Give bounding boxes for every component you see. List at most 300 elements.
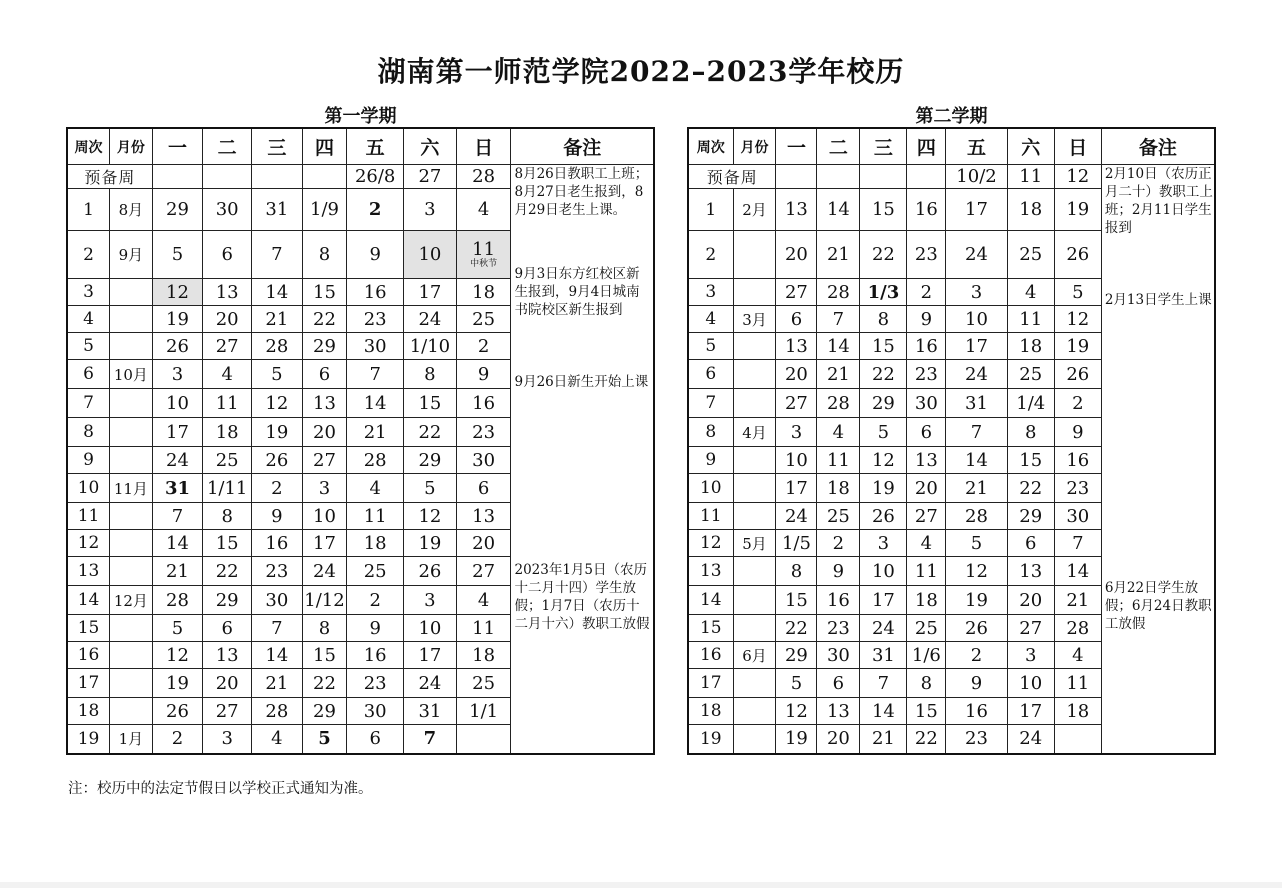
day-cell: 28: [152, 586, 203, 615]
week-number: 1: [67, 189, 110, 231]
day-cell: 29: [152, 189, 203, 231]
day-cell: 16: [907, 189, 946, 231]
week-number: 19: [67, 725, 110, 754]
day-cell: 30: [347, 333, 404, 360]
week-number: 5: [67, 333, 110, 360]
day-cell: 7: [252, 231, 303, 279]
day-cell: 21: [347, 418, 404, 447]
day-cell: [776, 165, 817, 189]
month-label: [110, 615, 153, 642]
day-cell: 13: [776, 333, 817, 360]
day-cell: 28: [817, 389, 860, 418]
day-cell: 23: [456, 418, 511, 447]
day-cell: 11: [1007, 165, 1054, 189]
day-cell: 20: [776, 231, 817, 279]
day-cell: 5: [860, 418, 907, 447]
day-cell: 27: [776, 389, 817, 418]
day-cell: 11: [1007, 306, 1054, 333]
day-cell: 23: [817, 615, 860, 642]
day-cell: [456, 725, 511, 754]
day-cell: 6: [203, 231, 252, 279]
day-cell: 22: [776, 615, 817, 642]
day-cell: 24: [776, 503, 817, 530]
day-cell: 23: [1054, 474, 1101, 503]
day-cell: 12: [252, 389, 303, 418]
day-cell: 17: [776, 474, 817, 503]
day-cell: 15: [1007, 447, 1054, 474]
day-cell: 14: [347, 389, 404, 418]
prep-week-label: 预备周: [688, 165, 776, 189]
day-cell: 17: [1007, 698, 1054, 725]
day-cell: 5: [404, 474, 457, 503]
day-cell: 11: [456, 615, 511, 642]
day-cell: 2: [347, 586, 404, 615]
month-label: [733, 557, 776, 586]
festival-label: 中秋节: [470, 258, 498, 269]
day-cell: 13: [907, 447, 946, 474]
day-cell: 19: [1054, 189, 1101, 231]
day-cell: [203, 165, 252, 189]
week-number: 3: [67, 279, 110, 306]
day-cell: 4: [1007, 279, 1054, 306]
day-cell: 16: [347, 642, 404, 669]
week-number: 5: [688, 333, 733, 360]
day-cell: 2: [252, 474, 303, 503]
day-cell: 22: [1007, 474, 1054, 503]
month-label: [733, 360, 776, 389]
day-cell: 1/4: [1007, 389, 1054, 418]
week-number: 13: [67, 557, 110, 586]
month-label: [733, 698, 776, 725]
day-cell: 5: [776, 669, 817, 698]
day-cell: 28: [252, 333, 303, 360]
day-cell: 10: [860, 557, 907, 586]
day-cell: 12: [404, 503, 457, 530]
day-cell: 30: [252, 586, 303, 615]
day-cell: 18: [347, 530, 404, 557]
day-cell: 31: [252, 189, 303, 231]
day-cell: 8: [203, 503, 252, 530]
day-cell: 13: [1007, 557, 1054, 586]
day-cell: 6: [456, 474, 511, 503]
day-cell: 21: [817, 231, 860, 279]
day-cell: 21: [252, 306, 303, 333]
note-entry: 6月22日学生放假；6月24日教职工放假: [1104, 580, 1212, 632]
day-number: 11: [472, 238, 496, 260]
day-cell: 18: [456, 279, 511, 306]
day-cell: 1/6: [907, 642, 946, 669]
day-cell: 1/9: [302, 189, 347, 231]
day-cell: 7: [1054, 530, 1101, 557]
day-cell: [302, 165, 347, 189]
day-cell: 22: [404, 418, 457, 447]
week-number: 18: [67, 698, 110, 725]
day-cell: 9: [347, 231, 404, 279]
week-number: 4: [688, 306, 733, 333]
day-cell: 20: [1007, 586, 1054, 615]
day-cell: 24: [946, 231, 1007, 279]
day-cell: 2: [817, 530, 860, 557]
day-cell: 20: [456, 530, 511, 557]
week-number: 2: [67, 231, 110, 279]
month-label: [733, 586, 776, 615]
day-cell: 16: [456, 389, 511, 418]
day-cell: 27: [1007, 615, 1054, 642]
day-cell: 25: [203, 447, 252, 474]
day-cell: 18: [1007, 333, 1054, 360]
month-label: 12月: [110, 586, 153, 615]
day-cell: 12: [946, 557, 1007, 586]
day-cell: 10: [776, 447, 817, 474]
month-label: [110, 557, 153, 586]
day-cell: 13: [817, 698, 860, 725]
week-number: 16: [688, 642, 733, 669]
day-cell: 16: [252, 530, 303, 557]
day-cell: 21: [860, 725, 907, 754]
month-label: [733, 389, 776, 418]
day-cell: 26: [946, 615, 1007, 642]
day-cell: 26: [152, 333, 203, 360]
month-label: 2月: [733, 189, 776, 231]
day-cell: 8: [404, 360, 457, 389]
day-cell: [817, 165, 860, 189]
day-cell: 21: [1054, 586, 1101, 615]
month-label: [733, 474, 776, 503]
day-cell: 1/11: [203, 474, 252, 503]
day-cell: 4: [817, 418, 860, 447]
day-cell: 20: [302, 418, 347, 447]
day-cell: [860, 165, 907, 189]
day-cell: 15: [203, 530, 252, 557]
day-cell: 5: [252, 360, 303, 389]
month-label: [110, 389, 153, 418]
day-cell: 10/2: [946, 165, 1007, 189]
month-label: 10月: [110, 360, 153, 389]
day-cell: 19: [252, 418, 303, 447]
day-cell: 10: [302, 503, 347, 530]
month-label: [110, 333, 153, 360]
day-cell: 28: [1054, 615, 1101, 642]
month-label: [110, 418, 153, 447]
day-cell: 24: [1007, 725, 1054, 754]
header-notes: 备注: [1101, 128, 1215, 165]
header-week: 周次: [688, 128, 733, 165]
day-cell: 4: [1054, 642, 1101, 669]
day-cell: 19: [152, 306, 203, 333]
month-label: [733, 447, 776, 474]
day-cell: [1054, 725, 1101, 754]
day-cell: 8: [1007, 418, 1054, 447]
week-number: 16: [67, 642, 110, 669]
day-cell: 8: [776, 557, 817, 586]
header-wed: 三: [860, 128, 907, 165]
week-number: 10: [67, 474, 110, 503]
day-cell: 6: [302, 360, 347, 389]
day-cell: 17: [302, 530, 347, 557]
header-thu: 四: [907, 128, 946, 165]
day-cell: 26: [1054, 231, 1101, 279]
day-cell: 29: [302, 333, 347, 360]
day-cell: 2: [456, 333, 511, 360]
day-cell: 3: [404, 189, 457, 231]
header-week: 周次: [67, 128, 110, 165]
day-cell: 15: [860, 189, 907, 231]
week-number: 4: [67, 306, 110, 333]
day-cell: 25: [347, 557, 404, 586]
day-cell: 21: [152, 557, 203, 586]
day-cell: 18: [907, 586, 946, 615]
day-cell: 2: [946, 642, 1007, 669]
day-cell: 23: [252, 557, 303, 586]
day-cell: 14: [946, 447, 1007, 474]
header-notes: 备注: [511, 128, 654, 165]
day-cell: 14: [817, 333, 860, 360]
week-number: 9: [67, 447, 110, 474]
day-cell: 26: [404, 557, 457, 586]
day-cell: 11: [347, 503, 404, 530]
week-number: 6: [67, 360, 110, 389]
day-cell: 24: [946, 360, 1007, 389]
day-cell: 23: [347, 306, 404, 333]
day-cell: 22: [907, 725, 946, 754]
day-cell: 3: [302, 474, 347, 503]
day-cell: 27: [302, 447, 347, 474]
day-cell: [252, 165, 303, 189]
day-cell: 11: [1054, 669, 1101, 698]
header-thu: 四: [302, 128, 347, 165]
header-sat: 六: [1007, 128, 1054, 165]
day-cell: 16: [946, 698, 1007, 725]
day-cell: 6: [817, 669, 860, 698]
day-cell: 6: [776, 306, 817, 333]
day-cell: 10: [946, 306, 1007, 333]
day-cell: 18: [456, 642, 511, 669]
day-cell: 31: [152, 474, 203, 503]
day-cell: 11: [907, 557, 946, 586]
day-cell: [907, 165, 946, 189]
day-cell: 8: [302, 231, 347, 279]
day-cell: 7: [152, 503, 203, 530]
month-label: [733, 669, 776, 698]
day-cell: 12: [152, 279, 203, 306]
week-number: 8: [67, 418, 110, 447]
day-cell: 9: [817, 557, 860, 586]
day-cell: 11: [817, 447, 860, 474]
month-label: [733, 279, 776, 306]
notes-column: [511, 165, 654, 754]
month-label: [110, 530, 153, 557]
day-cell: 22: [203, 557, 252, 586]
month-label: [110, 306, 153, 333]
week-number: 17: [67, 669, 110, 698]
day-cell: 27: [456, 557, 511, 586]
day-cell: 28: [252, 698, 303, 725]
day-cell: 30: [203, 189, 252, 231]
day-cell: 3: [404, 586, 457, 615]
day-cell: 1/1: [456, 698, 511, 725]
header-month: 月份: [110, 128, 153, 165]
day-cell: 14: [252, 279, 303, 306]
day-cell: 4: [203, 360, 252, 389]
day-cell: 9: [1054, 418, 1101, 447]
month-label: [733, 503, 776, 530]
month-label: [110, 503, 153, 530]
day-cell: 27: [776, 279, 817, 306]
day-cell: 13: [203, 279, 252, 306]
day-cell: 29: [302, 698, 347, 725]
day-cell: 9: [456, 360, 511, 389]
week-number: 13: [688, 557, 733, 586]
week-number: 2: [688, 231, 733, 279]
month-label: 9月: [110, 231, 153, 279]
week-number: 14: [688, 586, 733, 615]
day-cell: 27: [203, 698, 252, 725]
header-tue: 二: [203, 128, 252, 165]
notes-column: [1101, 165, 1215, 754]
day-cell: 12: [152, 642, 203, 669]
day-cell: 25: [456, 306, 511, 333]
day-cell: 26/8: [347, 165, 404, 189]
footnote: 注：校历中的法定节假日以学校正式通知为准。: [68, 781, 373, 797]
day-cell: 10: [152, 389, 203, 418]
week-number: 7: [67, 389, 110, 418]
day-cell: 2: [347, 189, 404, 231]
day-cell: 3: [860, 530, 907, 557]
day-cell: 18: [1007, 189, 1054, 231]
note-entry: 9月3日东方红校区新生报到，9月4日城南书院校区新生报到: [514, 266, 640, 318]
day-cell: 24: [302, 557, 347, 586]
month-label: 5月: [733, 530, 776, 557]
day-cell: 9: [252, 503, 303, 530]
month-label: [733, 725, 776, 754]
week-number: 1: [688, 189, 733, 231]
day-cell: 25: [1007, 360, 1054, 389]
day-cell: 2: [907, 279, 946, 306]
day-cell: 15: [302, 279, 347, 306]
note-entry: 8月26日教职工上班；8月27日老生报到，8月29日老生上课。: [514, 166, 649, 218]
day-cell: 19: [1054, 333, 1101, 360]
day-cell: 17: [946, 333, 1007, 360]
day-cell: 22: [302, 669, 347, 698]
day-cell: 17: [404, 279, 457, 306]
day-cell: [456, 231, 511, 279]
day-cell: 2: [1054, 389, 1101, 418]
day-cell: 10: [404, 615, 457, 642]
day-cell: 10: [1007, 669, 1054, 698]
day-cell: 14: [252, 642, 303, 669]
note-entry: 2月10日（农历正月二十）教职工上班；2月11日学生报到: [1104, 166, 1213, 236]
month-label: 1月: [110, 725, 153, 754]
day-cell: 7: [860, 669, 907, 698]
day-cell: 18: [203, 418, 252, 447]
day-cell: [152, 165, 203, 189]
month-label: [110, 642, 153, 669]
day-cell: 31: [946, 389, 1007, 418]
month-label: 11月: [110, 474, 153, 503]
day-cell: 29: [860, 389, 907, 418]
day-cell: 13: [776, 189, 817, 231]
day-cell: 6: [347, 725, 404, 754]
semester2-title: 第二学期: [915, 106, 988, 127]
day-cell: 13: [203, 642, 252, 669]
day-cell: 25: [1007, 231, 1054, 279]
day-cell: 5: [302, 725, 347, 754]
header-fri: 五: [347, 128, 404, 165]
day-cell: 15: [776, 586, 817, 615]
day-cell: 12: [1054, 306, 1101, 333]
week-number: 18: [688, 698, 733, 725]
day-cell: 12: [860, 447, 907, 474]
day-cell: 20: [203, 669, 252, 698]
week-number: 11: [688, 503, 733, 530]
day-cell: 27: [203, 333, 252, 360]
day-cell: 22: [860, 360, 907, 389]
day-cell: 7: [404, 725, 457, 754]
day-cell: 24: [152, 447, 203, 474]
day-cell: 5: [1054, 279, 1101, 306]
week-number: 19: [688, 725, 733, 754]
day-cell: 23: [946, 725, 1007, 754]
day-cell: 30: [907, 389, 946, 418]
month-label: [110, 447, 153, 474]
day-cell: 30: [1054, 503, 1101, 530]
day-cell: 2: [152, 725, 203, 754]
day-cell: 22: [302, 306, 347, 333]
semester2-header-row: [688, 128, 1215, 165]
day-cell: 30: [817, 642, 860, 669]
header-wed: 三: [252, 128, 303, 165]
day-cell: 11: [203, 389, 252, 418]
note-entry: 9月26日新生开始上课: [514, 374, 649, 390]
day-cell: 9: [946, 669, 1007, 698]
day-cell: 14: [860, 698, 907, 725]
day-cell: 7: [252, 615, 303, 642]
semester2-calendar-table: [687, 127, 1216, 755]
day-cell: 4: [456, 189, 511, 231]
day-cell: 15: [907, 698, 946, 725]
day-cell: 31: [860, 642, 907, 669]
day-cell: 16: [347, 279, 404, 306]
day-cell: 4: [907, 530, 946, 557]
header-fri: 五: [946, 128, 1007, 165]
day-cell: 24: [860, 615, 907, 642]
header-tue: 二: [817, 128, 860, 165]
day-cell: 25: [456, 669, 511, 698]
day-cell: 15: [404, 389, 457, 418]
day-cell: 5: [946, 530, 1007, 557]
month-label: [733, 333, 776, 360]
prep-week-label: 预备周: [67, 165, 152, 189]
header-mon: 一: [776, 128, 817, 165]
day-cell: 1/5: [776, 530, 817, 557]
week-number: 11: [67, 503, 110, 530]
header-sun: 日: [1054, 128, 1101, 165]
week-number: 10: [688, 474, 733, 503]
day-cell: 28: [946, 503, 1007, 530]
week-number: 12: [67, 530, 110, 557]
month-label: 6月: [733, 642, 776, 669]
day-cell: 1/3: [860, 279, 907, 306]
day-cell: 26: [152, 698, 203, 725]
day-cell: 29: [776, 642, 817, 669]
month-label: 4月: [733, 418, 776, 447]
day-cell: 20: [203, 306, 252, 333]
day-cell: 29: [1007, 503, 1054, 530]
month-label: [733, 231, 776, 279]
week-number: 3: [688, 279, 733, 306]
week-number: 8: [688, 418, 733, 447]
day-cell: 7: [347, 360, 404, 389]
